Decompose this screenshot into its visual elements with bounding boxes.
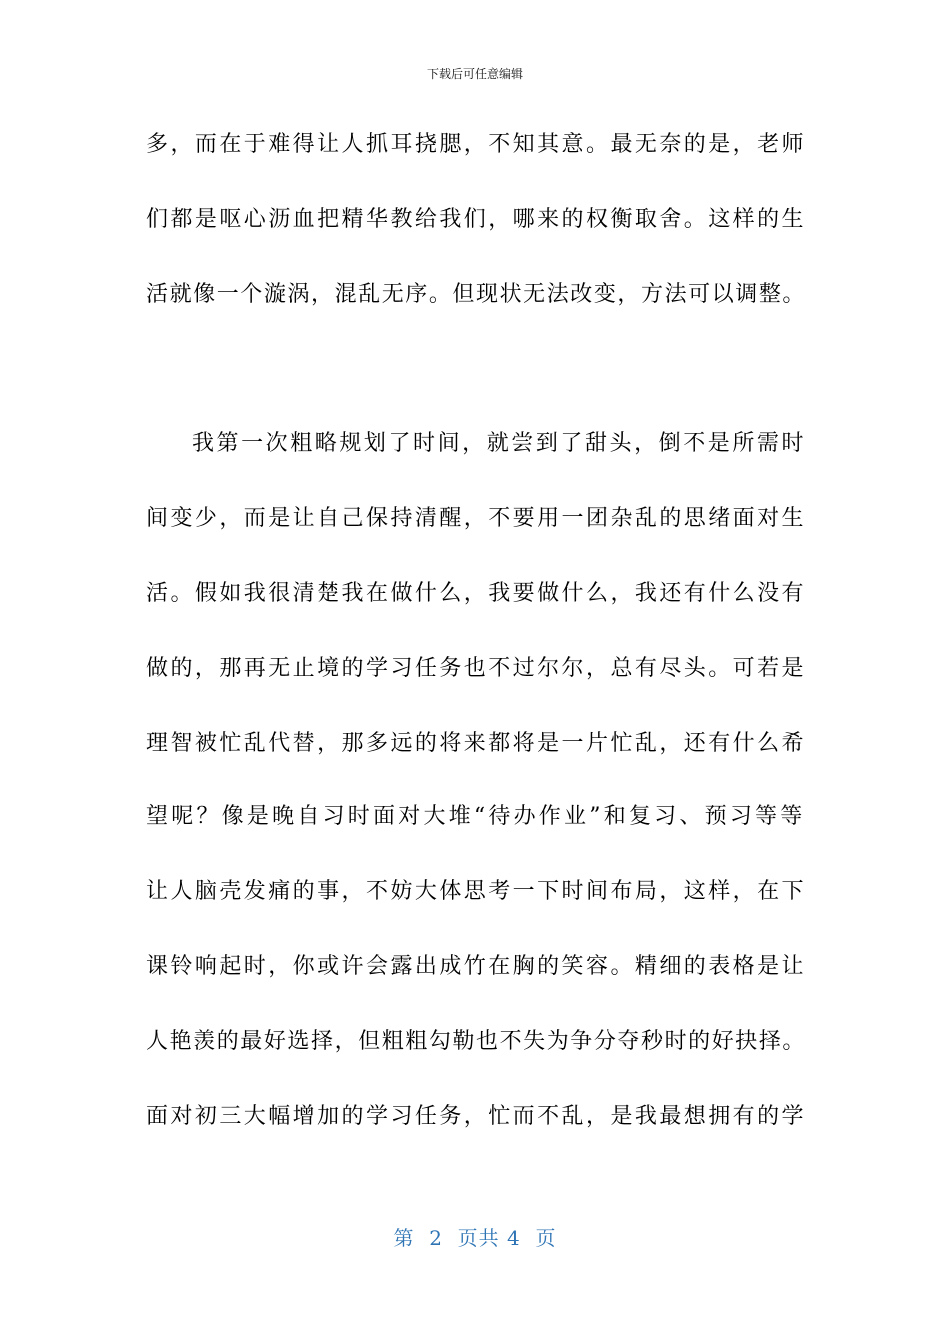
text-line: 课铃响起时，你或许会露出成竹在胸的笑容。精细的表格是让 <box>146 954 807 979</box>
text-line: 望呢？像是晚自习时面对大堆“待办作业”和复习、预习等等 <box>146 804 806 829</box>
text-line: 多，而在于难得让人抓耳挠腮，不知其意。最无奈的是，老师 <box>146 132 807 157</box>
text-line: 活就像一个漩涡，混乱无序。但现状无法改变，方法可以调整。 <box>146 282 807 307</box>
text-line: 们都是呕心沥血把精华教给我们，哪来的权衡取舍。这样的生 <box>146 207 807 232</box>
text-line: 人艳羡的最好选择，但粗粗勾勒也不失为争分夺秒时的好抉择。 <box>146 1029 807 1054</box>
text-line: 活。假如我很清楚我在做什么，我要做什么，我还有什么没有 <box>146 581 807 606</box>
text-line: 让人脑壳发痛的事，不妨大体思考一下时间布局，这样，在下 <box>146 879 807 904</box>
page-header: 下载后可任意编辑 <box>426 67 523 81</box>
text-line: 面对初三大幅增加的学习任务，忙而不乱，是我最想拥有的学 <box>146 1104 807 1129</box>
page-number-footer: 第 2 页共 4 页 <box>393 1226 557 1250</box>
paragraph-first-line: 我第一次粗略规划了时间，就尝到了甜头，倒不是所需时 <box>192 431 807 456</box>
text-line: 理智被忙乱代替，那多远的将来都将是一片忙乱，还有什么希 <box>146 731 807 756</box>
text-line: 间变少，而是让自己保持清醒，不要用一团杂乱的思绪面对生 <box>146 506 807 531</box>
text-line: 做的，那再无止境的学习任务也不过尔尔，总有尽头。可若是 <box>146 656 807 681</box>
